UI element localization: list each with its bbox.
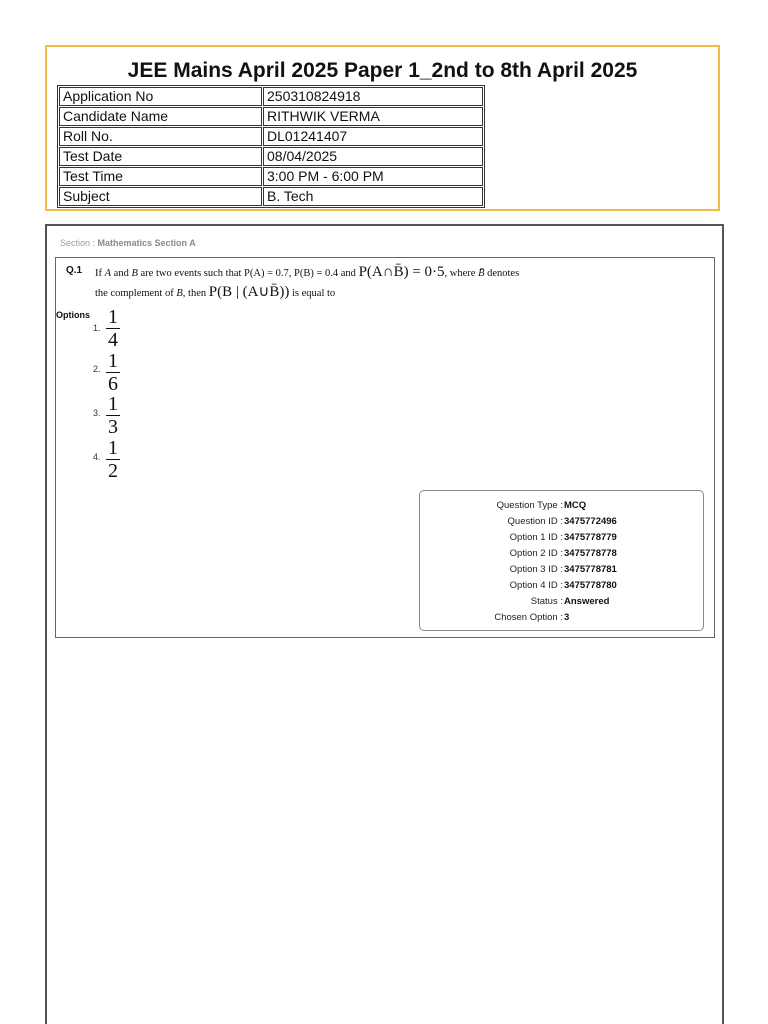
section-label xyxy=(60,238,196,248)
table-row xyxy=(59,147,483,166)
meta-row xyxy=(420,498,705,514)
section-prefix: Section : xyxy=(60,238,98,248)
q-math: P(B | (A∪B̄)) xyxy=(208,284,290,300)
table-row xyxy=(59,167,483,186)
meta-value: 3475778779 xyxy=(564,532,617,543)
candidate-header xyxy=(45,45,720,211)
page-title: JEE Mains April 2025 Paper 1_2nd to 8th April 2025 xyxy=(127,59,638,82)
table-row xyxy=(59,107,483,126)
q-text-segment: and xyxy=(338,268,359,279)
q-var: B̄ xyxy=(478,268,485,279)
q-text-segment: denotes xyxy=(484,268,520,279)
q-text-segment: , where xyxy=(444,268,479,279)
question-meta-box xyxy=(419,490,704,631)
option-number: 1. xyxy=(93,323,101,333)
info-value: 08/04/2025 xyxy=(263,147,483,166)
meta-row xyxy=(420,594,705,610)
section-name: Mathematics Section A xyxy=(97,238,196,248)
meta-value: MCQ xyxy=(564,500,587,511)
info-value: DL01241407 xyxy=(263,127,483,146)
meta-value: 3475772496 xyxy=(564,516,617,527)
q-var: A xyxy=(104,268,112,279)
option-number: 4. xyxy=(93,452,101,462)
meta-key: Option 2 ID : xyxy=(509,548,563,559)
meta-value: 3 xyxy=(564,612,570,623)
q-math: P(B) = 0.4 xyxy=(294,268,339,279)
meta-key: Chosen Option : xyxy=(494,612,563,623)
denominator: 6 xyxy=(108,373,118,395)
q-text-segment: If xyxy=(95,268,105,279)
numerator: 1 xyxy=(108,393,118,415)
meta-key: Option 3 ID : xyxy=(509,564,563,575)
q-text-segment: and xyxy=(111,268,132,279)
q-text-segment: are two events such that xyxy=(137,268,245,279)
info-key: Roll No. xyxy=(59,127,262,146)
meta-row xyxy=(420,610,705,626)
meta-key: Question Type : xyxy=(496,500,563,511)
meta-value: Answered xyxy=(564,596,610,607)
q-text-segment: is equal to xyxy=(289,288,336,299)
info-value: 250310824918 xyxy=(263,87,483,106)
info-key: Test Time xyxy=(59,167,262,186)
info-value: 3:00 PM - 6:00 PM xyxy=(263,167,483,186)
info-key: Application No xyxy=(59,87,262,106)
info-value: B. Tech xyxy=(263,187,483,206)
meta-key: Status : xyxy=(530,596,563,607)
meta-value: 3475778780 xyxy=(564,580,617,591)
option-number: 2. xyxy=(93,364,101,374)
meta-row xyxy=(420,578,705,594)
info-key: Test Date xyxy=(59,147,262,166)
options-label: Options xyxy=(56,310,90,320)
meta-value: 3475778781 xyxy=(564,564,617,575)
table-row xyxy=(59,187,483,206)
denominator: 4 xyxy=(108,329,118,351)
option-fraction xyxy=(106,307,120,350)
meta-row xyxy=(420,562,705,578)
meta-row xyxy=(420,530,705,546)
numerator: 1 xyxy=(108,306,118,328)
denominator: 2 xyxy=(108,460,118,482)
q-var: B xyxy=(131,268,138,279)
q-text-segment: , then xyxy=(182,288,209,299)
q-text-segment: the complement of xyxy=(95,288,177,299)
info-key: Subject xyxy=(59,187,262,206)
numerator: 1 xyxy=(108,350,118,372)
meta-row xyxy=(420,514,705,530)
candidate-info-table xyxy=(57,85,485,208)
option-number: 3. xyxy=(93,408,101,418)
meta-row xyxy=(420,546,705,562)
question-number: Q.1 xyxy=(66,265,83,276)
table-row xyxy=(59,127,483,146)
q-text-segment: , xyxy=(288,268,294,279)
table-row xyxy=(59,87,483,106)
info-value: RITHWIK VERMA xyxy=(263,107,483,126)
option-fraction xyxy=(106,438,120,481)
q-var: B xyxy=(176,288,183,299)
meta-key: Option 4 ID : xyxy=(509,580,563,591)
option-fraction xyxy=(106,351,120,394)
q-math: P(A) = 0.7 xyxy=(244,268,289,279)
meta-value: 3475778778 xyxy=(564,548,617,559)
q-math: P(A∩B̄) = 0·5 xyxy=(358,264,445,280)
denominator: 3 xyxy=(108,416,118,438)
question-text xyxy=(95,263,655,303)
info-key: Candidate Name xyxy=(59,107,262,126)
meta-key: Option 1 ID : xyxy=(509,532,563,543)
numerator: 1 xyxy=(108,437,118,459)
option-fraction xyxy=(106,394,120,437)
meta-key: Question ID : xyxy=(507,516,563,527)
